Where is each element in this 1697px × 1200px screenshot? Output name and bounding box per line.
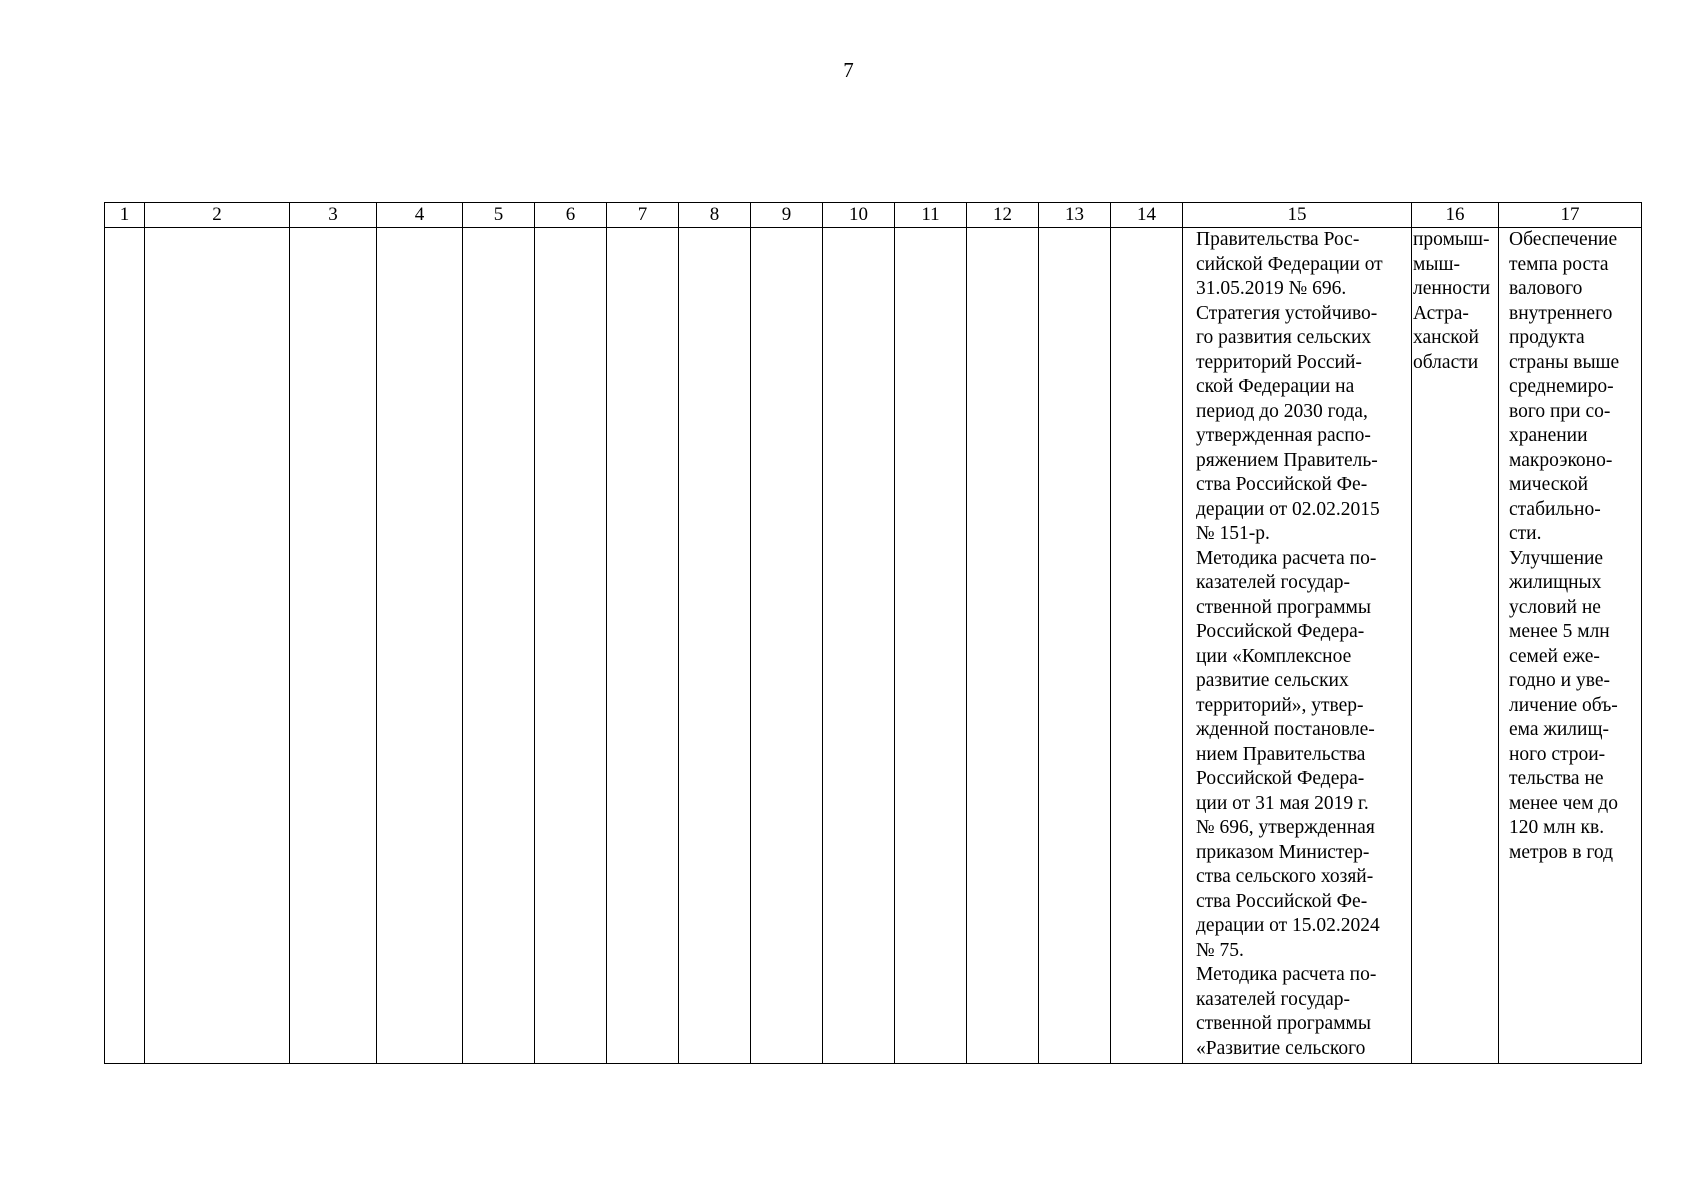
column-header-5: 5 <box>463 203 535 228</box>
responsible-body-text: промыш- мыш- ленности Астра- ханской области <box>1413 229 1491 373</box>
cell-col-12 <box>967 228 1039 1064</box>
table-row <box>105 228 1642 1064</box>
legal-basis-text: Правительства Рос- сийской Федерации от 31.05.2019 № 696. Стратегия устойчиво- го развития сельских территорий Россий- ской Федерации на период до 2030 года, утвержденная распо- ряжением Правитель- ства Российской Фе- дерации от 02.02.2015 № 151-р. Методика расчета по- казателей государ- ственной программы Российской Федера- ции «Комплексное развитие сельских территорий», утвер- жденной постановле- нием Правительства Российской Федера- ции от 31 мая 2019 г. № 696, утвержденная приказом Министер- ства сельского хозяй- ства Российской Фе- дерации от 15.02.2024 № 75. Методика расчета по- казателей государ- ственной программы «Развитие сельского <box>1196 229 1383 1059</box>
page-number: 7 <box>843 58 854 82</box>
data-table <box>104 202 1642 1064</box>
cell-col-3 <box>290 228 377 1064</box>
column-header-13: 13 <box>1039 203 1111 228</box>
cell-col-8 <box>679 228 751 1064</box>
column-header-2: 2 <box>145 203 290 228</box>
cell-col-17 <box>1499 228 1642 1064</box>
cell-col-15 <box>1183 228 1412 1064</box>
table-header-row <box>105 203 1642 228</box>
cell-col-13 <box>1039 228 1111 1064</box>
cell-col-5 <box>463 228 535 1064</box>
cell-col-11 <box>895 228 967 1064</box>
cell-col-10 <box>823 228 895 1064</box>
cell-col-9 <box>751 228 823 1064</box>
column-header-6: 6 <box>535 203 607 228</box>
cell-col-14 <box>1111 228 1183 1064</box>
column-header-16: 16 <box>1412 203 1499 228</box>
column-header-9: 9 <box>751 203 823 228</box>
cell-col-16 <box>1412 228 1499 1064</box>
column-header-12: 12 <box>967 203 1039 228</box>
cell-col-1 <box>105 228 145 1064</box>
cell-col-2 <box>145 228 290 1064</box>
column-header-8: 8 <box>679 203 751 228</box>
column-header-3: 3 <box>290 203 377 228</box>
column-header-10: 10 <box>823 203 895 228</box>
cell-col-4 <box>377 228 463 1064</box>
column-header-1: 1 <box>105 203 145 228</box>
column-header-4: 4 <box>377 203 463 228</box>
national-goal-text: Обеспечение темпа роста валового внутреннего продукта страны выше среднемиро- вого при со- хранении макроэконо- мической стабильно- сти. Улучшение жилищных условий не менее 5 млн семей еже- годно и уве- личение объ- ема жилищ- ного строи- тельства не менее чем до 120 млн кв. метров в год <box>1509 229 1620 863</box>
column-header-17: 17 <box>1499 203 1642 228</box>
column-header-11: 11 <box>895 203 967 228</box>
column-header-14: 14 <box>1111 203 1183 228</box>
column-header-15: 15 <box>1183 203 1412 228</box>
column-header-7: 7 <box>607 203 679 228</box>
cell-col-6 <box>535 228 607 1064</box>
cell-col-7 <box>607 228 679 1064</box>
